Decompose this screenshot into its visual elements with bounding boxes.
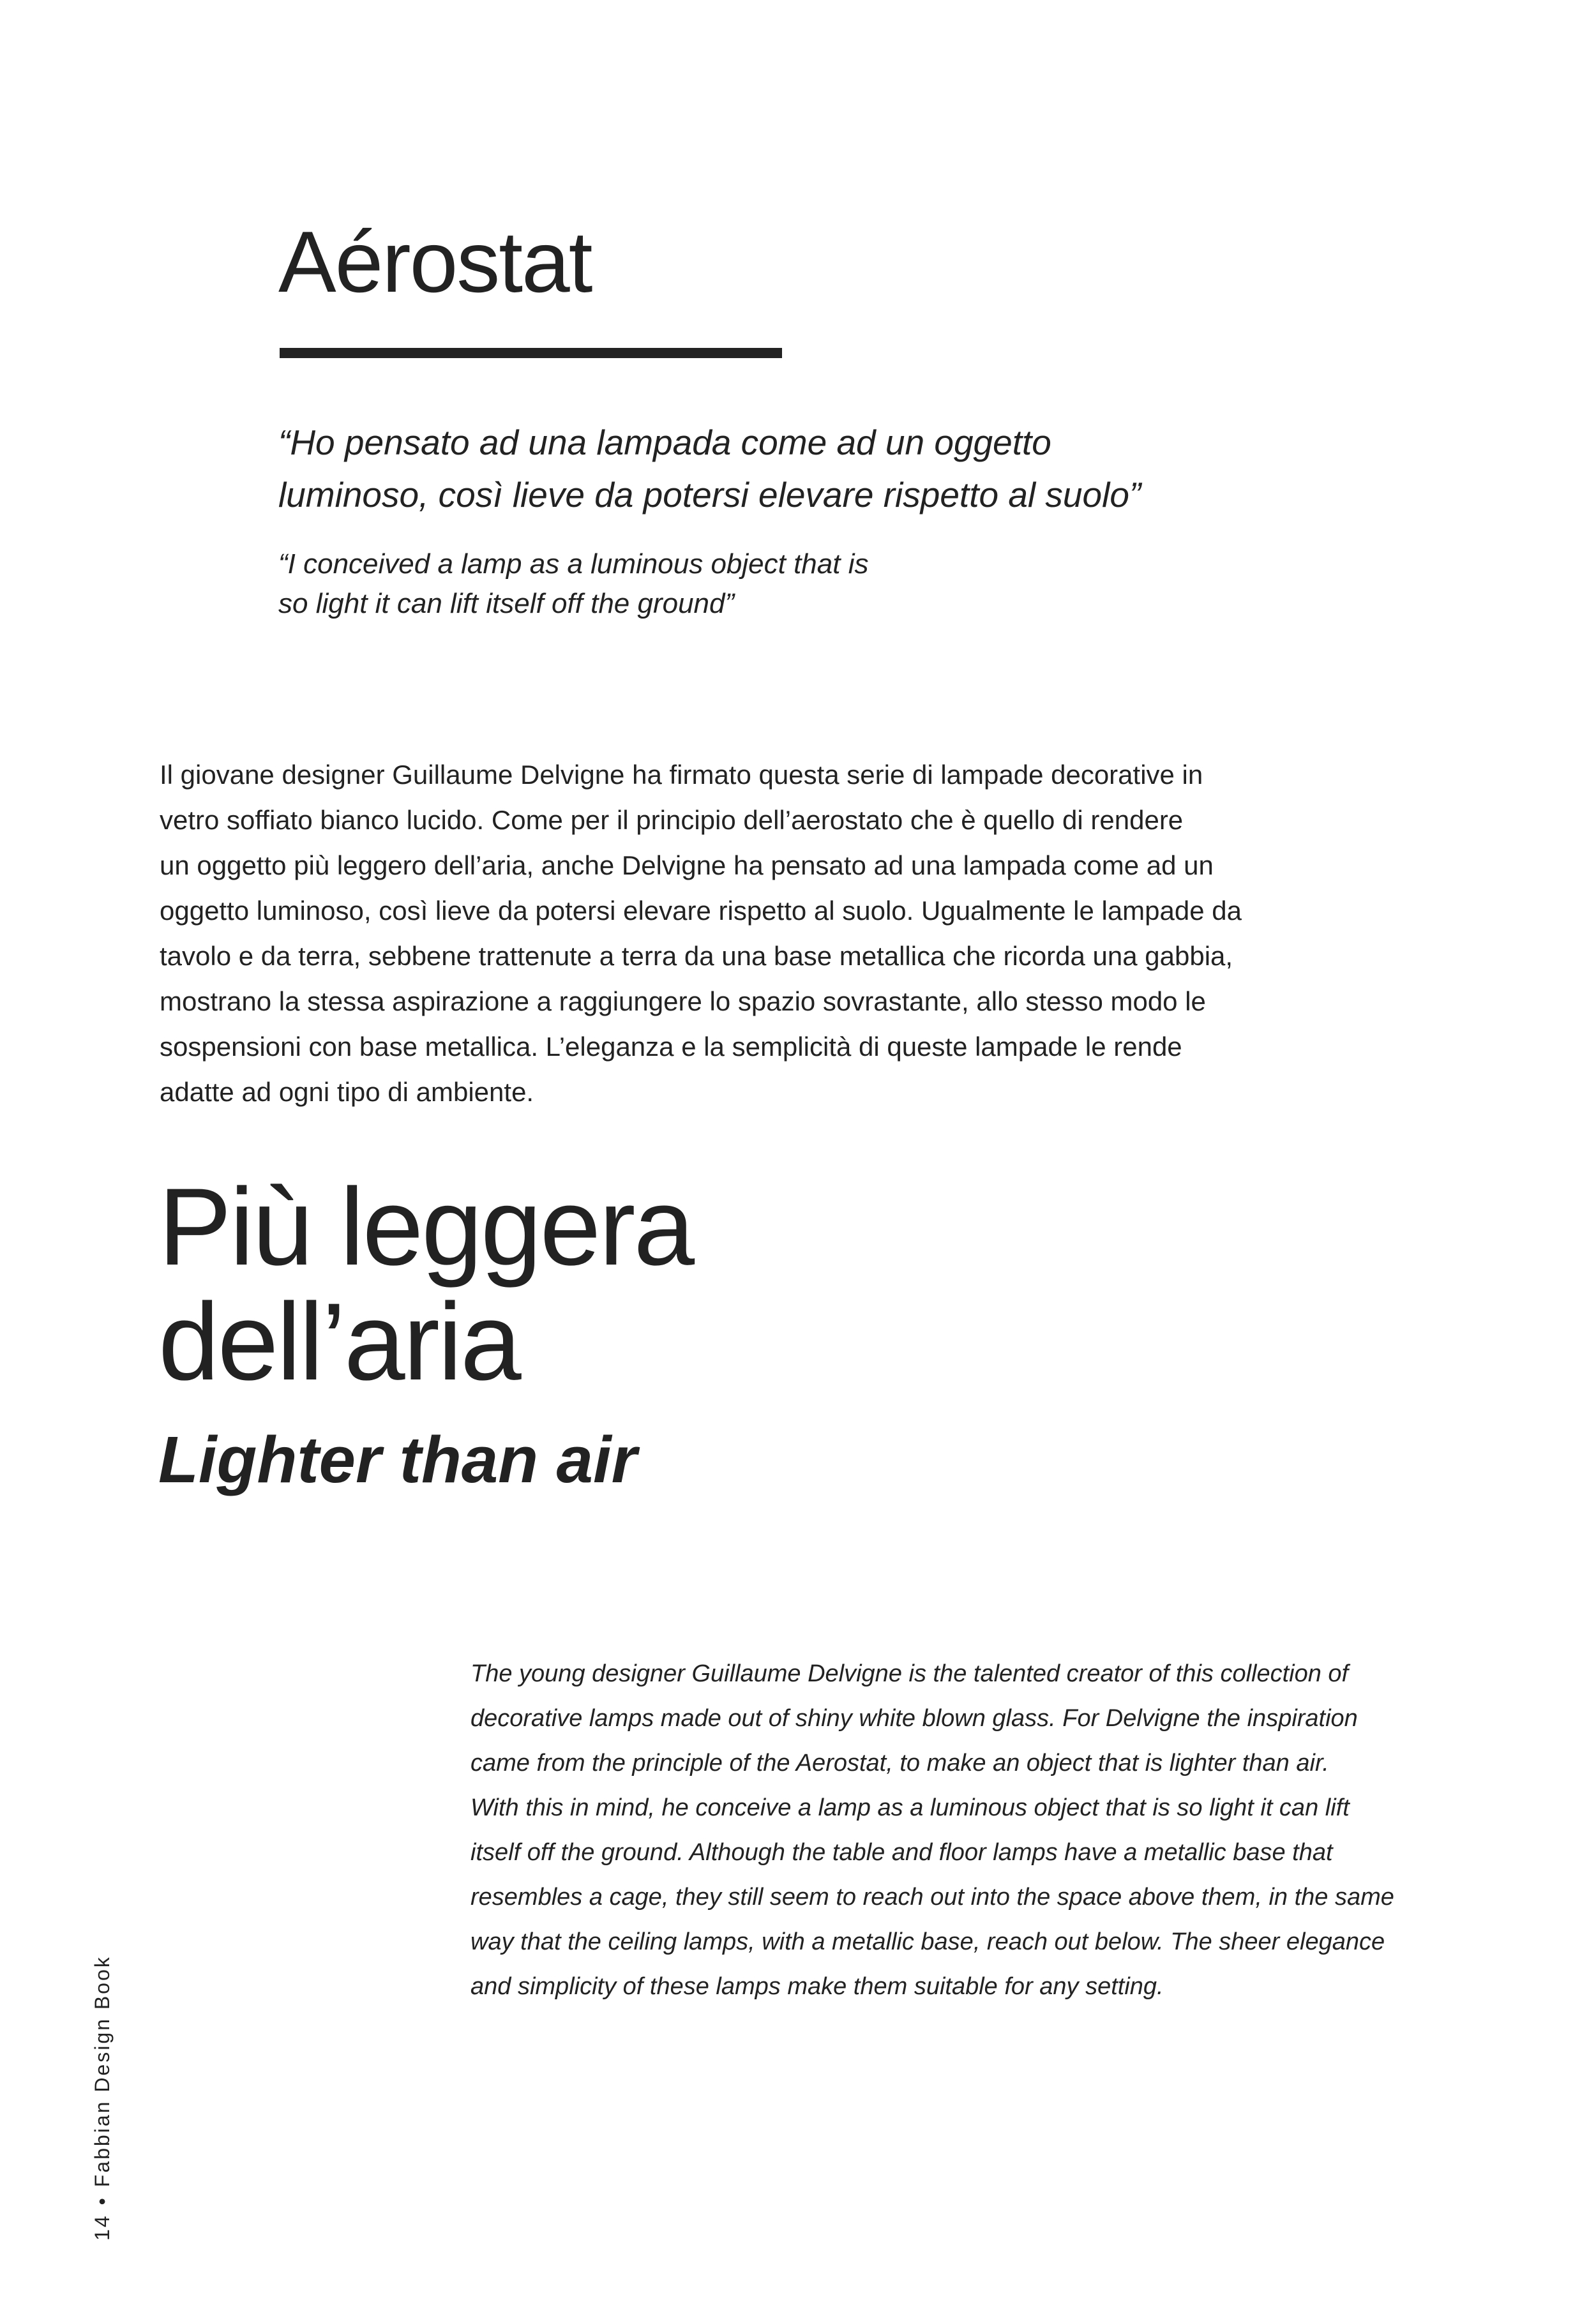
- italian-body-line: vetro soffiato bianco lucido. Come per il principio dell’aerostato che è quello di rendere: [160, 805, 1184, 835]
- italian-body-text: [160, 752, 1242, 1115]
- italian-body-line: adatte ad ogni tipo di ambiente.: [160, 1077, 534, 1107]
- english-body-line: itself off the ground. Although the table and floor lamps have a metallic base that: [471, 1839, 1333, 1866]
- italian-body-line: Il giovane designer Guillaume Delvigne ha firmato questa serie di lampade decorative in: [160, 760, 1203, 790]
- footer-bullet: •: [91, 2196, 114, 2205]
- italian-quote: [278, 416, 1141, 521]
- page-title: Aérostat: [278, 213, 592, 310]
- section-subheadline: Lighter than air: [158, 1423, 637, 1496]
- english-body-line: decorative lamps made out of shiny white blown glass. For Delvigne the inspiration: [471, 1705, 1358, 1732]
- title-underline-rule: [280, 348, 782, 358]
- page-footer: [91, 1955, 114, 2241]
- italian-body-line: tavolo e da terra, sebbene trattenute a terra da una base metallica che ricorda una gabbia,: [160, 941, 1233, 971]
- section-headline: [158, 1166, 693, 1403]
- english-quote: [278, 545, 868, 624]
- headline-line: Più leggera: [158, 1166, 693, 1288]
- english-quote-line: “I conceived a lamp as a luminous object that is: [278, 548, 869, 580]
- italian-body-line: un oggetto più leggero dell’aria, anche Delvigne ha pensato ad una lampada come ad un: [160, 850, 1214, 880]
- english-body-line: and simplicity of these lamps make them suitable for any setting.: [471, 1973, 1164, 2000]
- english-body-line: way that the ceiling lamps, with a metallic base, reach out below. The sheer elegance: [471, 1928, 1385, 1955]
- italian-body-line: oggetto luminoso, così lieve da potersi elevare rispetto al suolo. Ugualmente le lampade da: [160, 896, 1242, 926]
- english-body-text: [471, 1651, 1394, 2009]
- english-body-line: The young designer Guillaume Delvigne is the talented creator of this collection of: [471, 1660, 1349, 1687]
- headline-line: dell’aria: [158, 1281, 520, 1403]
- english-quote-line: so light it can lift itself off the ground”: [278, 588, 735, 619]
- italian-body-line: sospensioni con base metallica. L’eleganza e la semplicità di queste lampade le rende: [160, 1032, 1182, 1062]
- english-body-line: resembles a cage, they still seem to reach out into the space above them, in the same: [471, 1884, 1394, 1911]
- italian-quote-line: “Ho pensato ad una lampada come ad un oggetto: [278, 423, 1051, 462]
- english-body-line: With this in mind, he conceive a lamp as a luminous object that is so light it can lift: [471, 1794, 1350, 1821]
- book-title: Fabbian Design Book: [91, 1955, 114, 2188]
- italian-quote-line: luminoso, così lieve da potersi elevare rispetto al suolo”: [278, 475, 1141, 515]
- page-number: 14: [91, 2214, 114, 2241]
- english-body-line: came from the principle of the Aerostat, to make an object that is lighter than air.: [471, 1750, 1329, 1777]
- italian-body-line: mostrano la stessa aspirazione a raggiungere lo spazio sovrastante, allo stesso modo le: [160, 986, 1206, 1016]
